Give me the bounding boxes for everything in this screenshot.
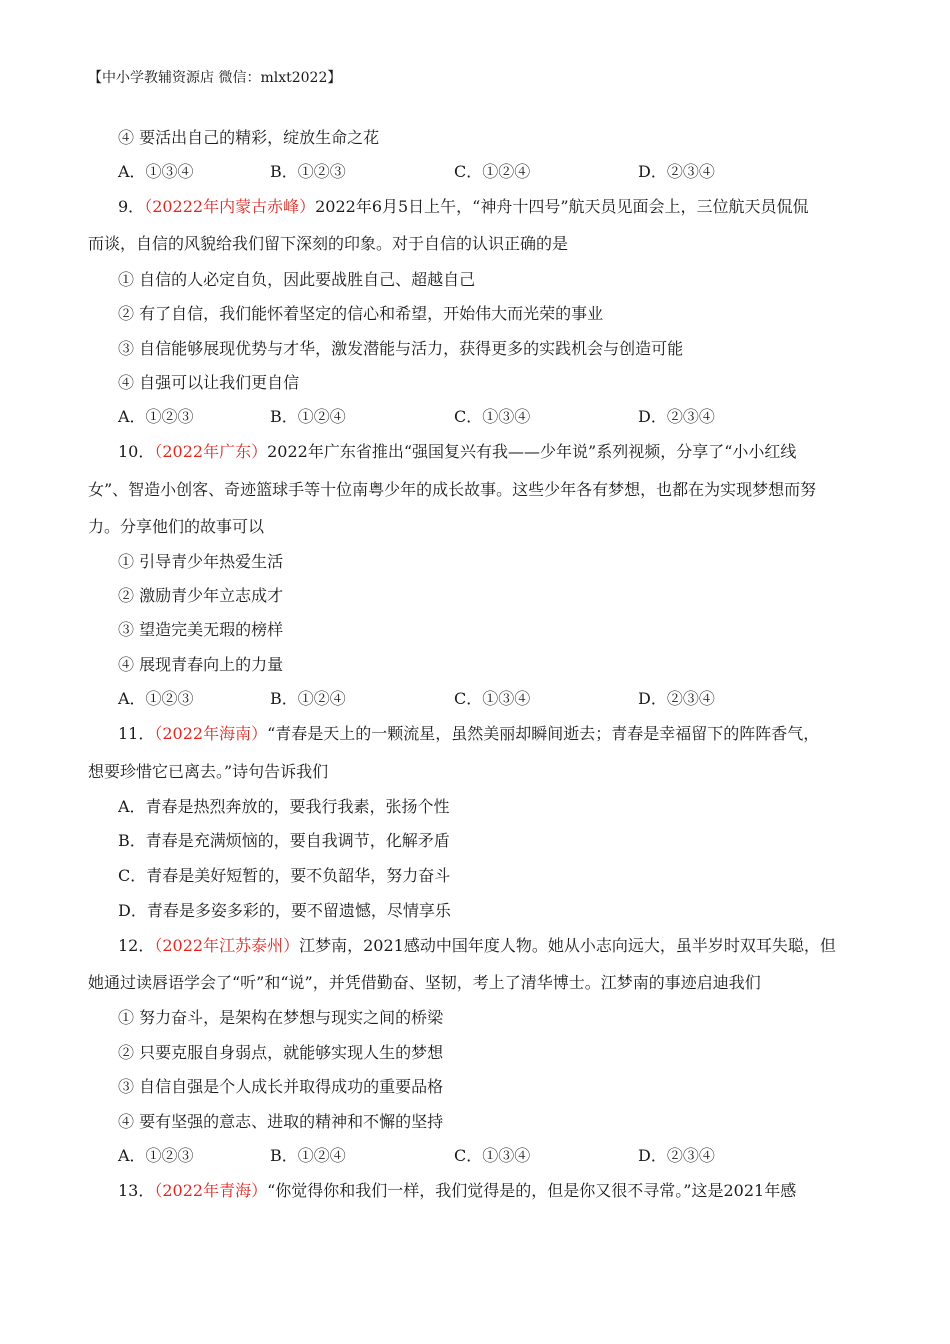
statement-3: ③ 望造完美无瑕的榜样 xyxy=(118,620,284,639)
answer-options xyxy=(118,1145,818,1167)
source-tag: （2022年青海） xyxy=(154,1181,268,1200)
question-text: 江梦南，2021感动中国年度人物。她从小志向远大，虽半岁时双耳失聪，但 xyxy=(299,936,836,955)
statement-2: ② 有了自信，我们能怀着坚定的信心和希望，开始伟大而光荣的事业 xyxy=(118,304,604,323)
option-b: B．①②④ xyxy=(270,1146,346,1165)
statement-2: ② 只要克服自身弱点，就能够实现人生的梦想 xyxy=(118,1043,444,1062)
statement-4: ④ 展现青春向上的力量 xyxy=(118,655,284,674)
source-tag: （2022年广东） xyxy=(154,442,268,461)
statement-1: ① 自信的人必定自负，因此要战胜自己、超越自己 xyxy=(118,270,476,289)
option-c: C．①③④ xyxy=(454,407,531,426)
choice-a: A．青春是热烈奔放的，要我行我素，张扬个性 xyxy=(118,797,450,816)
statement-2: ② 激励青少年立志成才 xyxy=(118,586,284,605)
question-text-continued: 而谈，自信的风貌给我们留下深刻的印象。对于自信的认识正确的是 xyxy=(88,234,569,253)
question-text-continued: 力。分享他们的故事可以 xyxy=(88,517,265,536)
question-text: 2022年广东省推出“强国复兴有我——少年说”系列视频，分享了“小小红线 xyxy=(267,442,797,461)
option-b: B．①②④ xyxy=(270,689,346,708)
question-text: 2022年6月5日上午，“神舟十四号”航天员见面会上，三位航天员侃侃 xyxy=(315,197,809,216)
answer-options xyxy=(118,161,818,183)
question-11 xyxy=(118,723,819,745)
statement-4: ④ 自强可以让我们更自信 xyxy=(118,373,300,392)
option-d: D．②③④ xyxy=(638,162,715,181)
option-d: D．②③④ xyxy=(638,1146,715,1165)
question-text: “你觉得你和我们一样，我们觉得是的，但是你又很不寻常。”这是2021年感 xyxy=(267,1181,797,1200)
statement-1: ① 努力奋斗，是架构在梦想与现实之间的桥梁 xyxy=(118,1008,444,1027)
question-number: 9． xyxy=(118,197,145,216)
question-9 xyxy=(118,196,809,218)
question-number: 12． xyxy=(118,936,155,955)
option-b: B．①②③ xyxy=(270,162,346,181)
question-number: 11． xyxy=(118,724,155,743)
source-tag: （20222年内蒙古赤峰） xyxy=(144,197,316,216)
option-d: D．②③④ xyxy=(638,689,715,708)
source-tag: （2022年海南） xyxy=(154,724,268,743)
statement-1: ① 引导青少年热爱生活 xyxy=(118,552,284,571)
choice-c: C．青春是美好短暂的，要不负韶华，努力奋斗 xyxy=(118,866,451,885)
question-text: “青春是天上的一颗流星，虽然美丽却瞬间逝去；青春是幸福留下的阵阵香气， xyxy=(267,724,820,743)
option-c: C．①②④ xyxy=(454,162,531,181)
option-b: B．①②④ xyxy=(270,407,346,426)
question-text-continued: 她通过读唇语学会了“听”和“说”，并凭借勤奋、坚韧，考上了清华博士。江梦南的事迹启迪我们 xyxy=(88,973,761,992)
question-number: 13． xyxy=(118,1181,155,1200)
question-number: 10． xyxy=(118,442,155,461)
page-header: 【中小学教辅资源店 微信：mlxt2022】 xyxy=(88,70,342,86)
statement-4: ④ 要活出自己的精彩，绽放生命之花 xyxy=(118,128,380,147)
answer-options xyxy=(118,406,818,428)
question-text-continued: 女”、智造小创客、奇迹篮球手等十位南粤少年的成长故事。这些少年各有梦想，也都在为实现梦想而努 xyxy=(88,480,817,499)
question-text-continued: 想要珍惜它已离去。”诗句告诉我们 xyxy=(88,762,329,781)
choice-d: D．青春是多姿多彩的，要不留遗憾，尽情享乐 xyxy=(118,901,451,920)
option-a: A．①②③ xyxy=(118,407,194,426)
option-a: A．①②③ xyxy=(118,689,194,708)
answer-options xyxy=(118,688,818,710)
option-c: C．①③④ xyxy=(454,689,531,708)
option-d: D．②③④ xyxy=(638,407,715,426)
question-10 xyxy=(118,441,796,463)
option-a: A．①③④ xyxy=(118,162,194,181)
question-13 xyxy=(118,1180,796,1202)
statement-3: ③ 自信能够展现优势与才华，激发潜能与活力，获得更多的实践机会与创造可能 xyxy=(118,339,684,358)
option-a: A．①②③ xyxy=(118,1146,194,1165)
choice-b: B．青春是充满烦恼的，要自我调节，化解矛盾 xyxy=(118,831,450,850)
question-12 xyxy=(118,935,836,957)
statement-3: ③ 自信自强是个人成长并取得成功的重要品格 xyxy=(118,1077,444,1096)
option-c: C．①③④ xyxy=(454,1146,531,1165)
statement-4: ④ 要有坚强的意志、进取的精神和不懈的坚持 xyxy=(118,1112,444,1131)
source-tag: （2022年江苏泰州） xyxy=(154,936,300,955)
